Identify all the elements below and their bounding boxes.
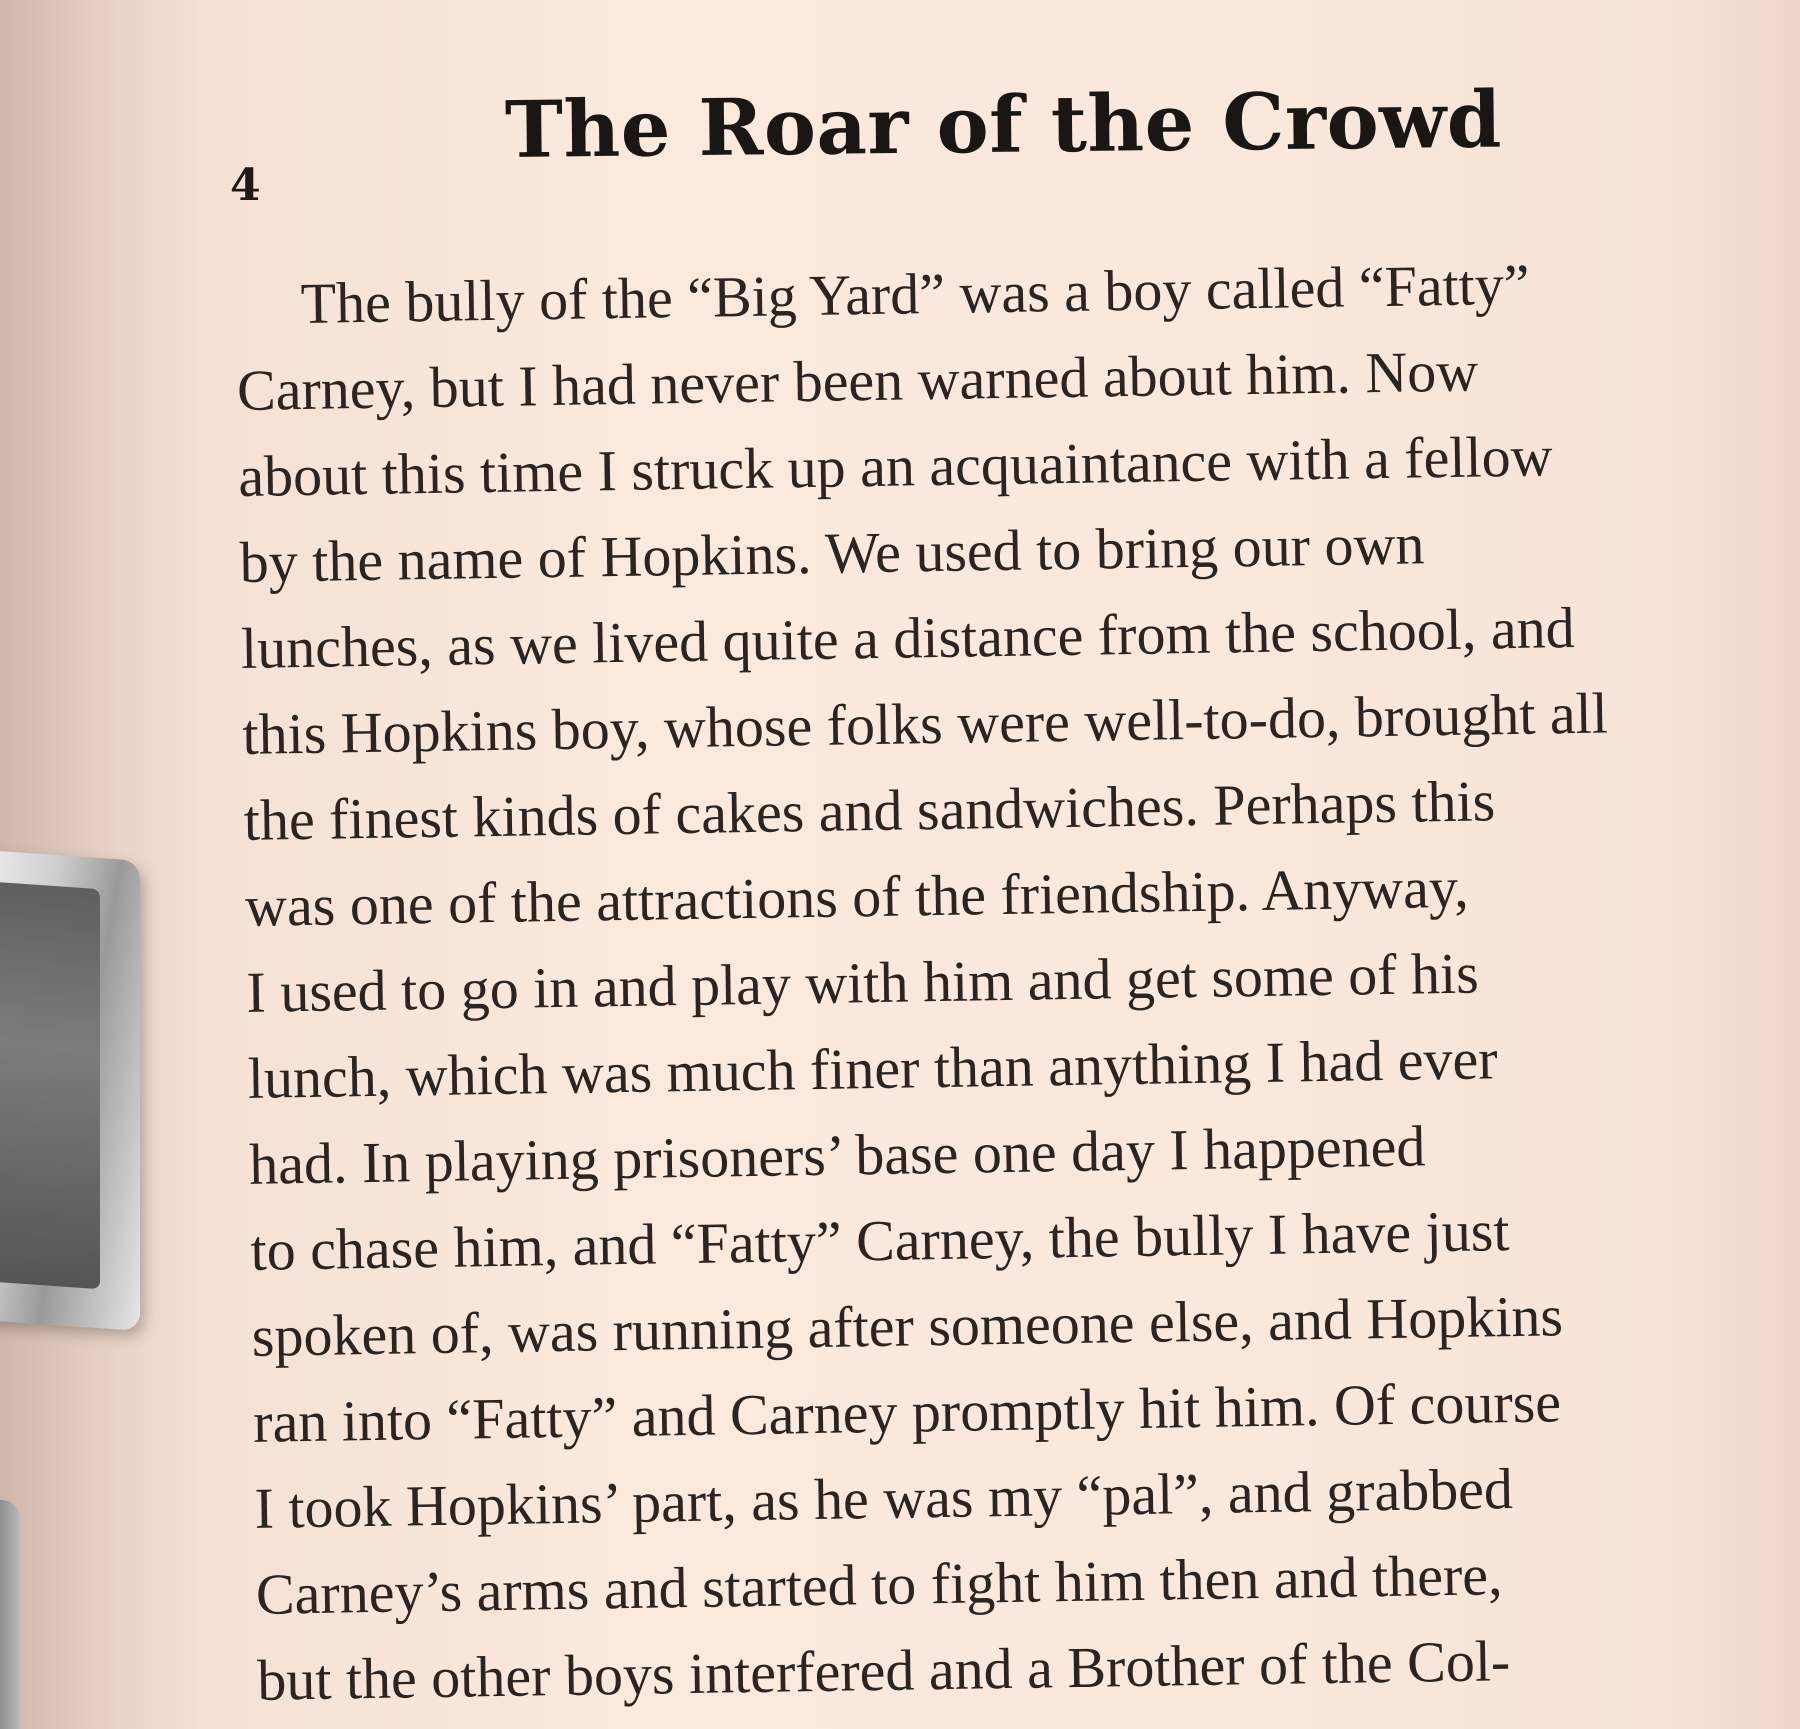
text-line: by the name of Hopkins. We used to bring our own	[239, 511, 1425, 595]
text-line: had. In playing prisoners’ base one day I happened	[248, 1113, 1426, 1197]
text-line: I took Hopkins’ part, as he was my “pal”, and grabbed	[254, 1456, 1514, 1541]
text-line: The bully of the “Big Yard” was a boy called “Fatty”	[300, 251, 1530, 336]
text-line: ran into “Fatty” and Carney promptly hit him. Of course	[252, 1369, 1562, 1455]
text-line: about this time I struck up an acquaintance with a fellow	[237, 423, 1553, 509]
text-line: the finest kinds of cakes and sandwiches. Perhaps this	[243, 768, 1496, 853]
running-title: The Roar of the Crowd	[504, 74, 1503, 176]
text-line: Carney, but I had never been warned about him. Now	[236, 338, 1479, 423]
text-line: lunches, as we lived quite a distance from the school, and	[240, 595, 1576, 681]
text-line: this Hopkins boy, whose folks were well-to-do, brought all	[241, 680, 1609, 767]
page-number: 4	[230, 160, 261, 211]
body-text	[235, 240, 1638, 1723]
text-line: lunch, which was much finer than anything I had ever	[247, 1026, 1499, 1111]
page-clip-edge	[0, 1500, 20, 1729]
text-line: I used to go in and play with him and get some of his	[245, 940, 1480, 1025]
text-line: to chase him, and “Fatty” Carney, the bully I have just	[250, 1198, 1510, 1283]
text-line: spoken of, was running after someone else, and Hopkins	[251, 1283, 1564, 1369]
text-line: was one of the attractions of the friendship. Anyway,	[244, 854, 1470, 939]
text-line: Carney’s arms and started to fight him then and there,	[255, 1542, 1503, 1627]
text-line: but the other boys interfered and a Brother of the Col-	[256, 1628, 1511, 1713]
page-clip-shadow	[0, 881, 100, 1289]
